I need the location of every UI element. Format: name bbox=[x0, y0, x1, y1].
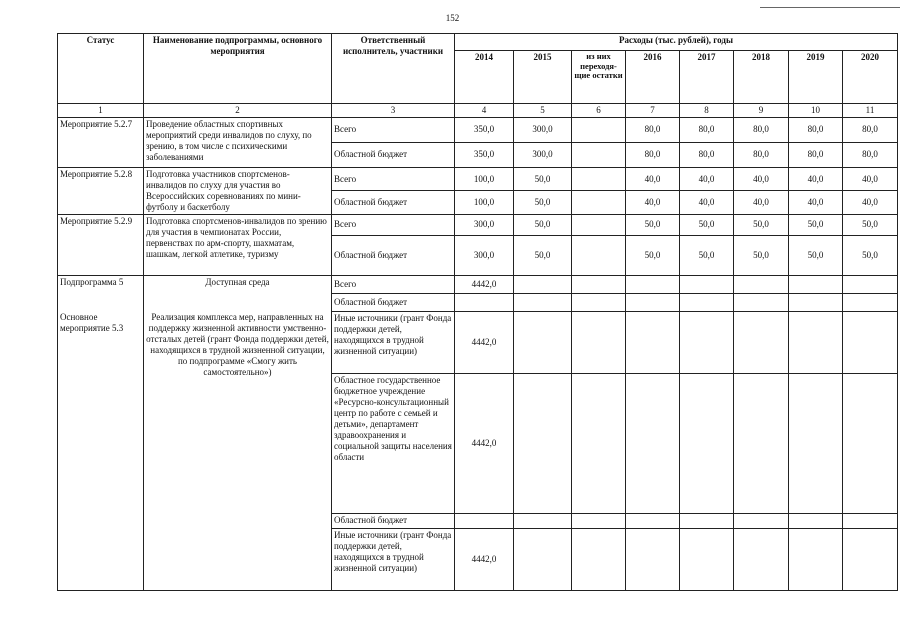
value-cell bbox=[843, 528, 898, 590]
value-cell: 80,0 bbox=[734, 117, 789, 142]
row-source: Всего bbox=[332, 117, 455, 142]
header-year: 2017 bbox=[680, 51, 734, 104]
value-cell: 300,0 bbox=[455, 214, 514, 235]
row-name: Подготовка спортсменов-инвалидов по зрению для участия в чемпионатах России, первенствах по арм-спорту, шахматам, шашкам, легкой атлетике, туризму bbox=[144, 214, 332, 275]
row-name: Проведение областных спортивных мероприятий среди инвалидов по слуху, по зрению, в том числе с психическими заболеваниями bbox=[144, 117, 332, 167]
value-cell: 80,0 bbox=[789, 117, 843, 142]
header-expenses: Расходы (тыс. рублей), годы bbox=[455, 34, 898, 51]
value-cell bbox=[843, 275, 898, 293]
row-name: Реализация комплекса мер, направленных на поддержку жизненной активности умственно-отсталых детей (грант Фонда поддержки детей, находящихся в трудной жизненной ситуации, по подпрограмме «Смогу жить самостоятельно») bbox=[144, 311, 332, 590]
value-cell bbox=[843, 311, 898, 373]
value-cell bbox=[734, 528, 789, 590]
row-status: Мероприятие 5.2.8 bbox=[58, 167, 144, 214]
value-cell bbox=[680, 275, 734, 293]
value-cell bbox=[572, 191, 626, 214]
row-source: Иные источники (грант Фонда поддержки детей, находящихся в трудной жизненной ситуации) bbox=[332, 528, 455, 590]
value-cell bbox=[572, 513, 626, 528]
row-source: Всего bbox=[332, 167, 455, 190]
value-cell bbox=[789, 275, 843, 293]
header-year: 2015 bbox=[514, 51, 572, 104]
row-status: Мероприятие 5.2.9 bbox=[58, 214, 144, 275]
value-cell: 80,0 bbox=[626, 142, 680, 167]
value-cell bbox=[572, 214, 626, 235]
value-cell: 40,0 bbox=[789, 191, 843, 214]
value-cell bbox=[455, 293, 514, 311]
value-cell bbox=[789, 311, 843, 373]
column-number: 2 bbox=[144, 104, 332, 118]
column-number: 3 bbox=[332, 104, 455, 118]
value-cell bbox=[789, 293, 843, 311]
value-cell: 100,0 bbox=[455, 167, 514, 190]
value-cell bbox=[572, 275, 626, 293]
value-cell bbox=[626, 311, 680, 373]
table-row bbox=[58, 167, 898, 190]
expenses-table bbox=[57, 33, 898, 591]
column-number: 5 bbox=[514, 104, 572, 118]
value-cell bbox=[572, 235, 626, 275]
row-source: Иные источники (грант Фонда поддержки детей, находящихся в трудной жизненной ситуации) bbox=[332, 311, 455, 373]
value-cell: 50,0 bbox=[734, 214, 789, 235]
row-status: Подпрограмма 5 bbox=[58, 275, 144, 311]
value-cell: 50,0 bbox=[789, 214, 843, 235]
table-row bbox=[58, 214, 898, 235]
value-cell bbox=[843, 373, 898, 513]
value-cell: 40,0 bbox=[734, 191, 789, 214]
value-cell bbox=[455, 513, 514, 528]
value-cell: 50,0 bbox=[626, 214, 680, 235]
value-cell bbox=[789, 373, 843, 513]
value-cell bbox=[680, 293, 734, 311]
column-number: 7 bbox=[626, 104, 680, 118]
value-cell bbox=[626, 513, 680, 528]
value-cell: 100,0 bbox=[455, 191, 514, 214]
value-cell bbox=[572, 311, 626, 373]
row-source: Всего bbox=[332, 275, 455, 293]
table-row bbox=[58, 117, 898, 142]
value-cell bbox=[789, 513, 843, 528]
header-carryover: из них переходя-щие остатки bbox=[572, 51, 626, 104]
value-cell bbox=[843, 293, 898, 311]
value-cell bbox=[843, 513, 898, 528]
value-cell: 350,0 bbox=[455, 117, 514, 142]
value-cell bbox=[734, 311, 789, 373]
value-cell: 50,0 bbox=[514, 167, 572, 190]
value-cell: 40,0 bbox=[789, 167, 843, 190]
value-cell: 4442,0 bbox=[455, 373, 514, 513]
row-source: Всего bbox=[332, 214, 455, 235]
value-cell bbox=[734, 373, 789, 513]
table-row bbox=[58, 275, 898, 293]
value-cell: 50,0 bbox=[734, 235, 789, 275]
header-year: 2018 bbox=[734, 51, 789, 104]
header-year: 2016 bbox=[626, 51, 680, 104]
table-row bbox=[58, 311, 898, 373]
value-cell bbox=[734, 293, 789, 311]
value-cell: 4442,0 bbox=[455, 311, 514, 373]
column-number: 8 bbox=[680, 104, 734, 118]
value-cell bbox=[514, 293, 572, 311]
header-year: 2014 bbox=[455, 51, 514, 104]
value-cell: 50,0 bbox=[789, 235, 843, 275]
value-cell: 4442,0 bbox=[455, 528, 514, 590]
value-cell bbox=[680, 528, 734, 590]
value-cell bbox=[734, 275, 789, 293]
value-cell: 300,0 bbox=[455, 235, 514, 275]
header-year: 2020 bbox=[843, 51, 898, 104]
value-cell bbox=[514, 513, 572, 528]
value-cell: 50,0 bbox=[514, 191, 572, 214]
header-name: Наименование подпрограммы, основного мероприятия bbox=[144, 34, 332, 104]
value-cell: 80,0 bbox=[734, 142, 789, 167]
row-name: Доступная среда bbox=[144, 275, 332, 311]
row-status: Мероприятие 5.2.7 bbox=[58, 117, 144, 167]
value-cell bbox=[789, 528, 843, 590]
value-cell bbox=[680, 373, 734, 513]
value-cell: 80,0 bbox=[680, 117, 734, 142]
value-cell: 50,0 bbox=[626, 235, 680, 275]
value-cell bbox=[572, 293, 626, 311]
page-number: 152 bbox=[445, 13, 460, 23]
value-cell bbox=[572, 528, 626, 590]
row-source: Областной бюджет bbox=[332, 235, 455, 275]
header-status: Статус bbox=[58, 34, 144, 104]
value-cell: 50,0 bbox=[514, 214, 572, 235]
value-cell: 80,0 bbox=[680, 142, 734, 167]
column-number: 4 bbox=[455, 104, 514, 118]
value-cell: 80,0 bbox=[789, 142, 843, 167]
row-source: Областное государственное бюджетное учреждение «Ресурсно-консультационный центр по работе с семьей и детьми», департамент здравоохранения и социальной защиты населения области bbox=[332, 373, 455, 513]
value-cell: 80,0 bbox=[626, 117, 680, 142]
value-cell bbox=[680, 311, 734, 373]
value-cell: 300,0 bbox=[514, 142, 572, 167]
value-cell: 40,0 bbox=[626, 167, 680, 190]
column-number: 10 bbox=[789, 104, 843, 118]
value-cell bbox=[626, 275, 680, 293]
value-cell bbox=[626, 373, 680, 513]
value-cell bbox=[572, 167, 626, 190]
value-cell bbox=[572, 117, 626, 142]
value-cell: 4442,0 bbox=[455, 275, 514, 293]
row-source: Областной бюджет bbox=[332, 142, 455, 167]
value-cell: 40,0 bbox=[734, 167, 789, 190]
row-source: Областной бюджет bbox=[332, 293, 455, 311]
column-number: 1 bbox=[58, 104, 144, 118]
value-cell bbox=[680, 513, 734, 528]
value-cell bbox=[514, 311, 572, 373]
column-number: 9 bbox=[734, 104, 789, 118]
value-cell: 50,0 bbox=[843, 214, 898, 235]
value-cell: 40,0 bbox=[843, 167, 898, 190]
column-number-row bbox=[58, 104, 898, 118]
column-number: 6 bbox=[572, 104, 626, 118]
value-cell: 50,0 bbox=[680, 214, 734, 235]
value-cell: 80,0 bbox=[843, 142, 898, 167]
value-cell: 40,0 bbox=[626, 191, 680, 214]
row-status: Основное мероприятие 5.3 bbox=[58, 311, 144, 590]
row-source: Областной бюджет bbox=[332, 191, 455, 214]
value-cell: 40,0 bbox=[680, 191, 734, 214]
value-cell: 80,0 bbox=[843, 117, 898, 142]
value-cell bbox=[734, 513, 789, 528]
value-cell: 40,0 bbox=[680, 167, 734, 190]
value-cell bbox=[514, 373, 572, 513]
value-cell: 40,0 bbox=[843, 191, 898, 214]
header-year: 2019 bbox=[789, 51, 843, 104]
value-cell: 300,0 bbox=[514, 117, 572, 142]
header-responsible: Ответственный исполнитель, участники bbox=[332, 34, 455, 104]
column-number: 11 bbox=[843, 104, 898, 118]
value-cell: 50,0 bbox=[843, 235, 898, 275]
value-cell bbox=[626, 528, 680, 590]
value-cell: 50,0 bbox=[680, 235, 734, 275]
row-source: Областной бюджет bbox=[332, 513, 455, 528]
value-cell bbox=[514, 275, 572, 293]
top-rule bbox=[760, 7, 900, 8]
value-cell: 350,0 bbox=[455, 142, 514, 167]
value-cell bbox=[572, 142, 626, 167]
value-cell bbox=[626, 293, 680, 311]
row-name: Подготовка участников спортсменов-инвалидов по слуху для участия во Всероссийских соревнованиях по мини-футболу и баскетболу bbox=[144, 167, 332, 214]
value-cell bbox=[514, 528, 572, 590]
value-cell bbox=[572, 373, 626, 513]
value-cell: 50,0 bbox=[514, 235, 572, 275]
